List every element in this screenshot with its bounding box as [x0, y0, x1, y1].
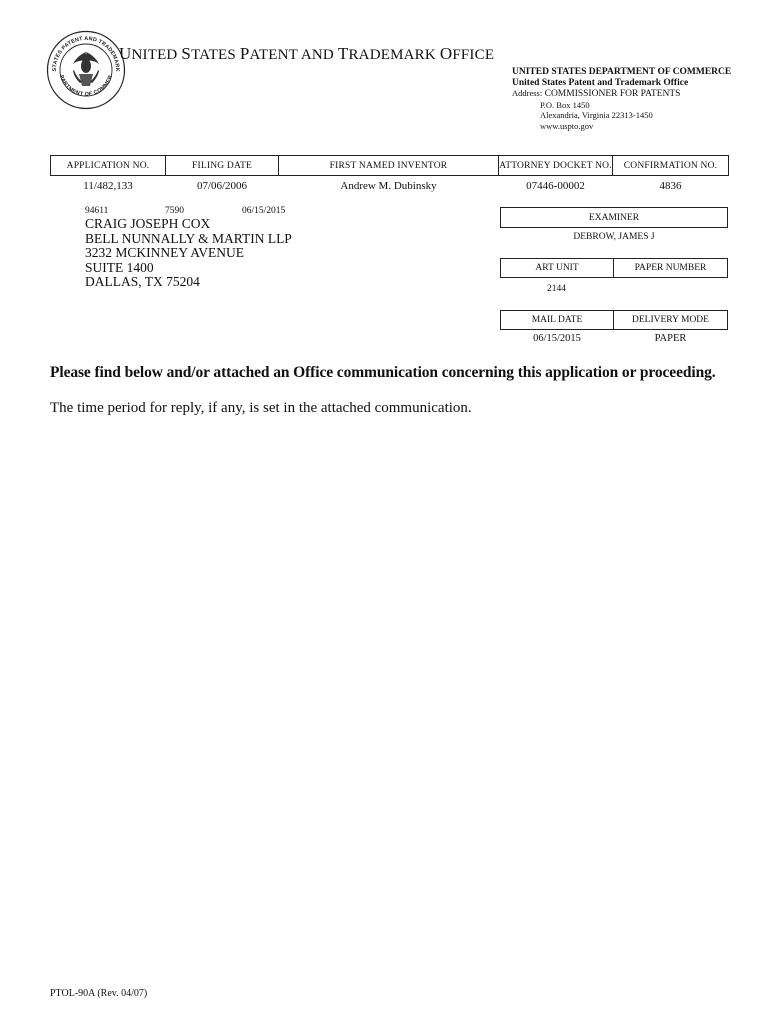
department-address-block — [512, 67, 731, 131]
examiner-label: EXAMINER — [588, 212, 640, 223]
examiner-label-box — [500, 207, 728, 228]
office-title — [119, 44, 494, 64]
confirmation-no-value: 4836 — [659, 180, 682, 192]
header-application-no: APPLICATION NO. — [51, 156, 166, 176]
application-info-table — [50, 155, 729, 193]
seal-ring-bottom-text: PARTMENT OF COMMER — [57, 74, 115, 98]
customer-number: 94611 — [85, 206, 109, 216]
table-header-row — [51, 156, 729, 176]
office-communication-notice: Please find below and/or attached an Office communication concerning this application or proceeding. — [50, 364, 716, 381]
address-line: 3232 MCKINNEY AVENUE — [85, 245, 245, 261]
form-identifier: PTOL-90A (Rev. 04/07) — [50, 988, 148, 999]
correspondence-code: 7590 — [165, 206, 184, 216]
city-line: Alexandria, Virginia 22313-1450 — [540, 110, 653, 120]
address-value: COMMISSIONER FOR PATENTS — [544, 89, 681, 99]
correspondence-date: 06/15/2015 — [242, 206, 286, 216]
seal-ring-top-text: STATES PATENT AND TRADEMARK — [51, 35, 121, 72]
mail-date-label: MAIL DATE — [531, 315, 583, 325]
office-title-initial: O — [439, 44, 453, 63]
art-unit-value: 2144 — [547, 284, 566, 294]
seal-emblem-icon — [46, 30, 126, 110]
office-title-initial: S — [181, 44, 192, 63]
table-row — [51, 176, 729, 194]
attorney-docket-value: 07446-00002 — [526, 180, 585, 192]
delivery-mode-value: PAPER — [654, 333, 687, 344]
reply-period-text: The time period for reply, if any, is set in the attached communication. — [50, 400, 472, 416]
address-line: SUITE 1400 — [85, 259, 154, 275]
header-first-named-inventor: FIRST NAMED INVENTOR — [279, 156, 499, 176]
office-title-initial: P — [239, 44, 250, 63]
address-line: BELL NUNNALLY & MARTIN LLP — [85, 230, 292, 246]
department-name: UNITED STATES DEPARTMENT OF COMMERCE — [512, 67, 732, 77]
office-title-initial: T — [337, 44, 349, 63]
art-unit-label: ART UNIT — [535, 263, 579, 273]
address-label: Address: — [512, 88, 543, 98]
examiner-name: DEBROW, JAMES J — [573, 232, 655, 242]
office-name: United States Patent and Trademark Office — [512, 77, 689, 88]
art-unit-label-box — [500, 258, 614, 278]
header-confirmation-no: CONFIRMATION NO. — [613, 156, 729, 176]
office-title-part: FFICE — [452, 47, 495, 63]
website-link[interactable]: www.uspto.gov — [540, 120, 594, 131]
office-title-part: ATENT AND — [249, 47, 338, 63]
uspto-seal — [46, 30, 126, 110]
office-title-part: NITED — [131, 47, 182, 63]
mail-date-label-box — [500, 310, 614, 330]
filing-date-value: 07/06/2006 — [196, 180, 248, 192]
office-title-part: TATES — [191, 47, 240, 63]
application-no-value: 11/482,133 — [83, 180, 133, 192]
po-box: P.O. Box 1450 — [540, 99, 590, 110]
delivery-mode-label: DELIVERY MODE — [632, 315, 709, 325]
mail-date-value: 06/15/2015 — [533, 333, 581, 344]
correspondence-address — [85, 217, 292, 290]
header-attorney-docket-no: ATTORNEY DOCKET NO. — [499, 156, 613, 176]
paper-number-label: PAPER NUMBER — [634, 263, 707, 273]
header-filing-date: FILING DATE — [166, 156, 279, 176]
first-named-inventor-value: Andrew M. Dubinsky — [340, 180, 437, 192]
office-title-part: RADEMARK — [348, 47, 440, 63]
address-line: CRAIG JOSEPH COX — [85, 216, 211, 231]
address-line: DALLAS, TX 75204 — [85, 274, 200, 290]
office-title-initial: U — [119, 44, 132, 63]
paper-number-label-box — [613, 258, 728, 278]
delivery-mode-label-box — [613, 310, 728, 330]
